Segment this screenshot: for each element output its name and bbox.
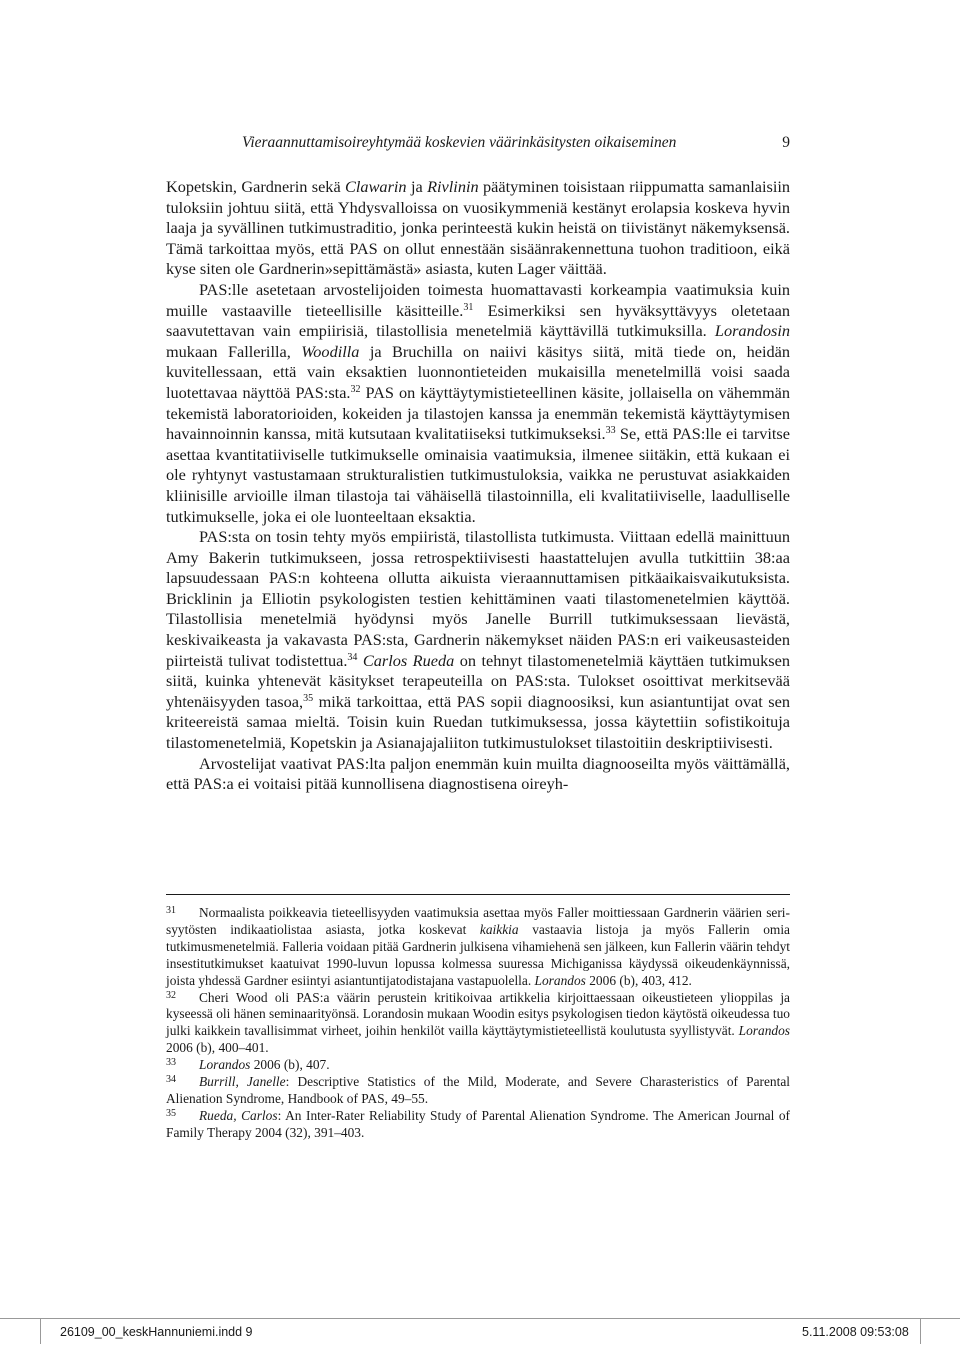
footnote-reference: 31	[463, 301, 474, 313]
text-run: ja	[406, 177, 428, 196]
footnote-33: 33 Lorandos 2006 (b), 407.	[166, 1057, 330, 1073]
text-run: 2006 (b), 403, 412.	[585, 972, 692, 988]
italic-text: Lorandos	[199, 1057, 251, 1073]
crop-mark-left	[40, 1318, 41, 1344]
footnote-reference: 34	[347, 651, 358, 663]
italic-text: Clawarin	[345, 177, 407, 196]
paragraph-2	[166, 280, 790, 527]
italic-text: Lorandos	[534, 972, 586, 988]
crop-mark-right	[920, 1318, 921, 1344]
text-run: : Descriptive Statistics of the Mild, Moderate, and Severe Charasteristics of Parental Alienation Syndrome, Handbook of PAS, 49–55.	[166, 1074, 790, 1106]
text-run: ja Bruchilla on naiivi käsitys siitä, mitä tiede on, heidän kuvitellessaan, että vain eksaktien luonnontieteiden mukaisilla menetelmillä voisi saada luotettavaa näyttöä PAS:sta.	[166, 341, 791, 402]
footnote-reference: 35	[303, 692, 314, 704]
footnote-34: 34 Burrill, Janelle: Descriptive Statistics of the Mild, Moderate, and Severe Charasteristics of Parental Alienation Syndrome, Handbook of PAS, 49–55.	[166, 1074, 790, 1106]
text-run: Kopetskin, Gardnerin sekä	[166, 177, 346, 196]
print-slug	[0, 1318, 960, 1344]
text-run: 2006 (b), 400–401.	[166, 1040, 269, 1056]
paragraph-1	[166, 177, 790, 280]
footnote-reference: 33	[605, 425, 616, 437]
text-run: PAS:sta on tosin tehty myös empiiristä, tilastollista tutkimusta. Viittaan edellä mainittuun Amy Bakerin tutkimukseen, jossa retrospektiivisesti haastattelujen avulla tutkittiin 38:aa lapsuudessaan PAS:n kohteena ollutta aikuista vieraannuttamisen pitkäaikaisvaikutuksista. Bricklinin ja Elliotin psykologisten testien kehittäminen vaati tilastomenetelmien käyttöä. Tilastollisia menetelmiä hyödynsi myös Janelle Burrill tutkimuksessaan lievästä, keskivaikeasta ja vakavasta PAS:sta, Gardnerin näkemykset näiden PAS:n eri vaikeusasteiden piirteistä tulivat todistettua.	[166, 527, 790, 670]
slug-filename: 26109_00_keskHannuniemi.indd 9	[60, 1325, 253, 1339]
text-run: mukaan Fallerilla,	[166, 341, 302, 361]
paragraph-4	[166, 754, 790, 795]
footnote-35: 35 Rueda, Carlos: An Inter-Rater Reliability Study of Parental Alienation Syndrome. The American Journal of Family Therapy 2004 (32), 391–403.	[166, 1107, 790, 1140]
footnote-reference: 32	[350, 383, 361, 395]
text-run: Cheri Wood oli PAS:a väärin perustein kritikoivaa artikkelia kirjoittaessaan oikeustieteen ylioppilas ja kyseessä oli hänen seminaarityönsä. Lorandosin mukaan Woodin esitys psykologisen tiedon käytöstä oikeudessa tuo julki kaikkein tavallisimmat virheet, joihin henkilöt vailla käyttäytymistieteellistä koulutusta syyllistyvät.	[166, 989, 790, 1039]
footnote-32: 32 Cheri Wood oli PAS:a väärin perustein kritikoivaa artikkelia kirjoittaessaan oikeustieteen ylioppilas ja kyseessä oli hänen seminaarityönsä. Lorandosin mukaan Woodin esitys psykologisen tiedon käytöstä oikeudessa tuo julki kaikkein tavallisimmat virheet, joihin henkilöt vailla käyttäytymistieteellistä koulutusta syyllistyvät. Lorandos 2006 (b), 400–401.	[166, 989, 790, 1056]
text-run: Se, että PAS:lle ei tarvitse asettaa kvantitatiiviselle tutkimukselle ominaisia vaatimuksia, ilmenee siitäkin, että kukaan ei ole ryhtynyt vastustamaan strukturalistien tutkimustuloksia, vaikka ne perustuvat asiakkaiden kliinisille arvioille ilman tilastoja tai vähäisellä tilastoinnilla, eli kvalitatiiviselle, laadulliselle tutkimukselle, joka ei ole luonteeltaan eksaktia.	[166, 424, 790, 526]
slug-timestamp: 5.11.2008 09:53:08	[802, 1325, 909, 1339]
italic-text: Lorandos	[738, 1023, 790, 1039]
text-run: PAS:lle asetetaan arvostelijoiden toimesta huomattavasti korkeampia vaatimuksia kuin muille vastaaville tieteellisille käsitteille.	[166, 279, 790, 320]
italic-text: Rivlinin	[427, 177, 479, 196]
text-run: mikä tarkoittaa, että PAS sopii diagnoosiksi, kun asiantuntijat ovat sen kriteereistä samaa mieltä. Toisin kuin Ruedan tutkimuksessa, jossa käytettiin sofistikoituja tilastomenetelmiä, Kopetskin ja Asianajajaliiton tutkimustulokset tilastoitiin deskriptiivisesti.	[166, 691, 790, 753]
italic-text: Burrill, Janelle	[199, 1074, 286, 1090]
text-run: Arvostelijat vaativat PAS:lta paljon enemmän kuin muilta diagnooseilta myös väittämällä, että PAS:a ei voitaisi pitää kunnollisena diagnostisena oireyh-	[166, 753, 790, 794]
running-head-title: Vieraannuttamisoireyhtymää koskevien väärinkäsitysten oikaiseminen	[242, 134, 677, 151]
footnote-31: 31 Normaalista poikkeavia tieteellisyyden vaatimuksia asettaa myös Faller moittiessaan Gardnerin väärien seri-syytösten indikaatiolistaa asiasta, jotka koskevat kaikkia vastaavia listoja ja myös Fallerin omia tutkimusmenetelmiä. Falleria voidaan pitää Gardnerin julkisena vihamiehenä sen jälkeen, kun Fallerin väärin tehdyt insestitutkimukset kaatuivat 1990-luvun lopussa kolmessa suuressa Michiganissa käydyssä oikeudenkäynnissä, joista yhdessä Gardner esiintyi asiantuntijatodistajana vastapuolella. Lorandos 2006 (b), 403, 412.	[166, 905, 790, 988]
text-run: vastaavia listoja ja myös Fallerin omia tutkimusmenetelmiä. Falleria voidaan pitää Gardnerin julkisena vihamiehenä sen jälkeen, kun Fallerin väärin tehdyt insestitutkimukset kaatuivat 1990-luvun lopussa kolmessa suuressa Michiganissa käydyssä oikeudenkäynnissä, joista yhdessä Gardner esiintyi asiantuntijatodistajana vastapuolella.	[166, 921, 790, 988]
text-run: on tehnyt tilastomenetelmiä käyttäen tutkimuksen siitä, kuinka yhtenevät käsitykset terapeuteilla on PAS:sta. Tulokset osoittivat merkitsevää yhtenäisyyden tasoa,	[166, 650, 790, 711]
text-run: : An Inter-Rater Reliability Study of Parental Alienation Syndrome. The American Journal of Family Therapy 2004 (32), 391–403.	[166, 1107, 790, 1140]
italic-text: kaikkia	[479, 921, 519, 937]
footnotes	[166, 905, 790, 1142]
text-run: Esimerkiksi sen hyväksyttävyys oletetaan saavutettavan vain empiirisiä, tilastollisia menetelmiä käyttävillä tutkimuksilla.	[166, 300, 790, 341]
text-run: PAS on käyttäytymistieteellinen käsite, jollaisella on vähemmän tekemistä laboratorioiden, kokeiden ja tilastojen kanssa ja enemmän tekemistä käyttäytymisen havainnoinnin kanssa, mitä kutsutaan kvalitatiiseksi tutkimukseksi.	[166, 382, 790, 444]
body-text	[166, 177, 790, 795]
italic-text: Rueda, Carlos	[199, 1107, 278, 1123]
footnote-separator	[166, 894, 790, 895]
italic-text: Carlos Rueda	[362, 650, 455, 670]
text-run: päätyminen toisistaan riippumatta samanlaisiin tuloksiin johtuu siitä, että Yhdysvalloissa on vuosikymmeniä kestänyt erolapsia koskeva hyvin laaja ja syvällinen tutkimustraditio, jonka perinteestä kukin heistä on tiivistänyt näkemyksensä. Tämä tarkoittaa myös, että PAS on ollut ennestään sisäänrakennettuna tuohon traditioon, eikä kyse siten ole Gardnerin»sepittämästä» asiasta, kuten Lager väittää.	[166, 177, 791, 279]
italic-text: Woodilla	[301, 341, 360, 361]
text-run: Normaalista poikkeavia tieteellisyyden vaatimuksia asettaa myös Faller moittiessaan Gardnerin väärien seri-syytösten indikaatiolistaa asiasta, jotka koskevat	[166, 905, 790, 937]
italic-text: Lorandosin	[714, 321, 790, 341]
page-number: 9	[782, 134, 790, 151]
paragraph-3	[166, 527, 790, 754]
text-run: 2006 (b), 407.	[250, 1057, 330, 1073]
